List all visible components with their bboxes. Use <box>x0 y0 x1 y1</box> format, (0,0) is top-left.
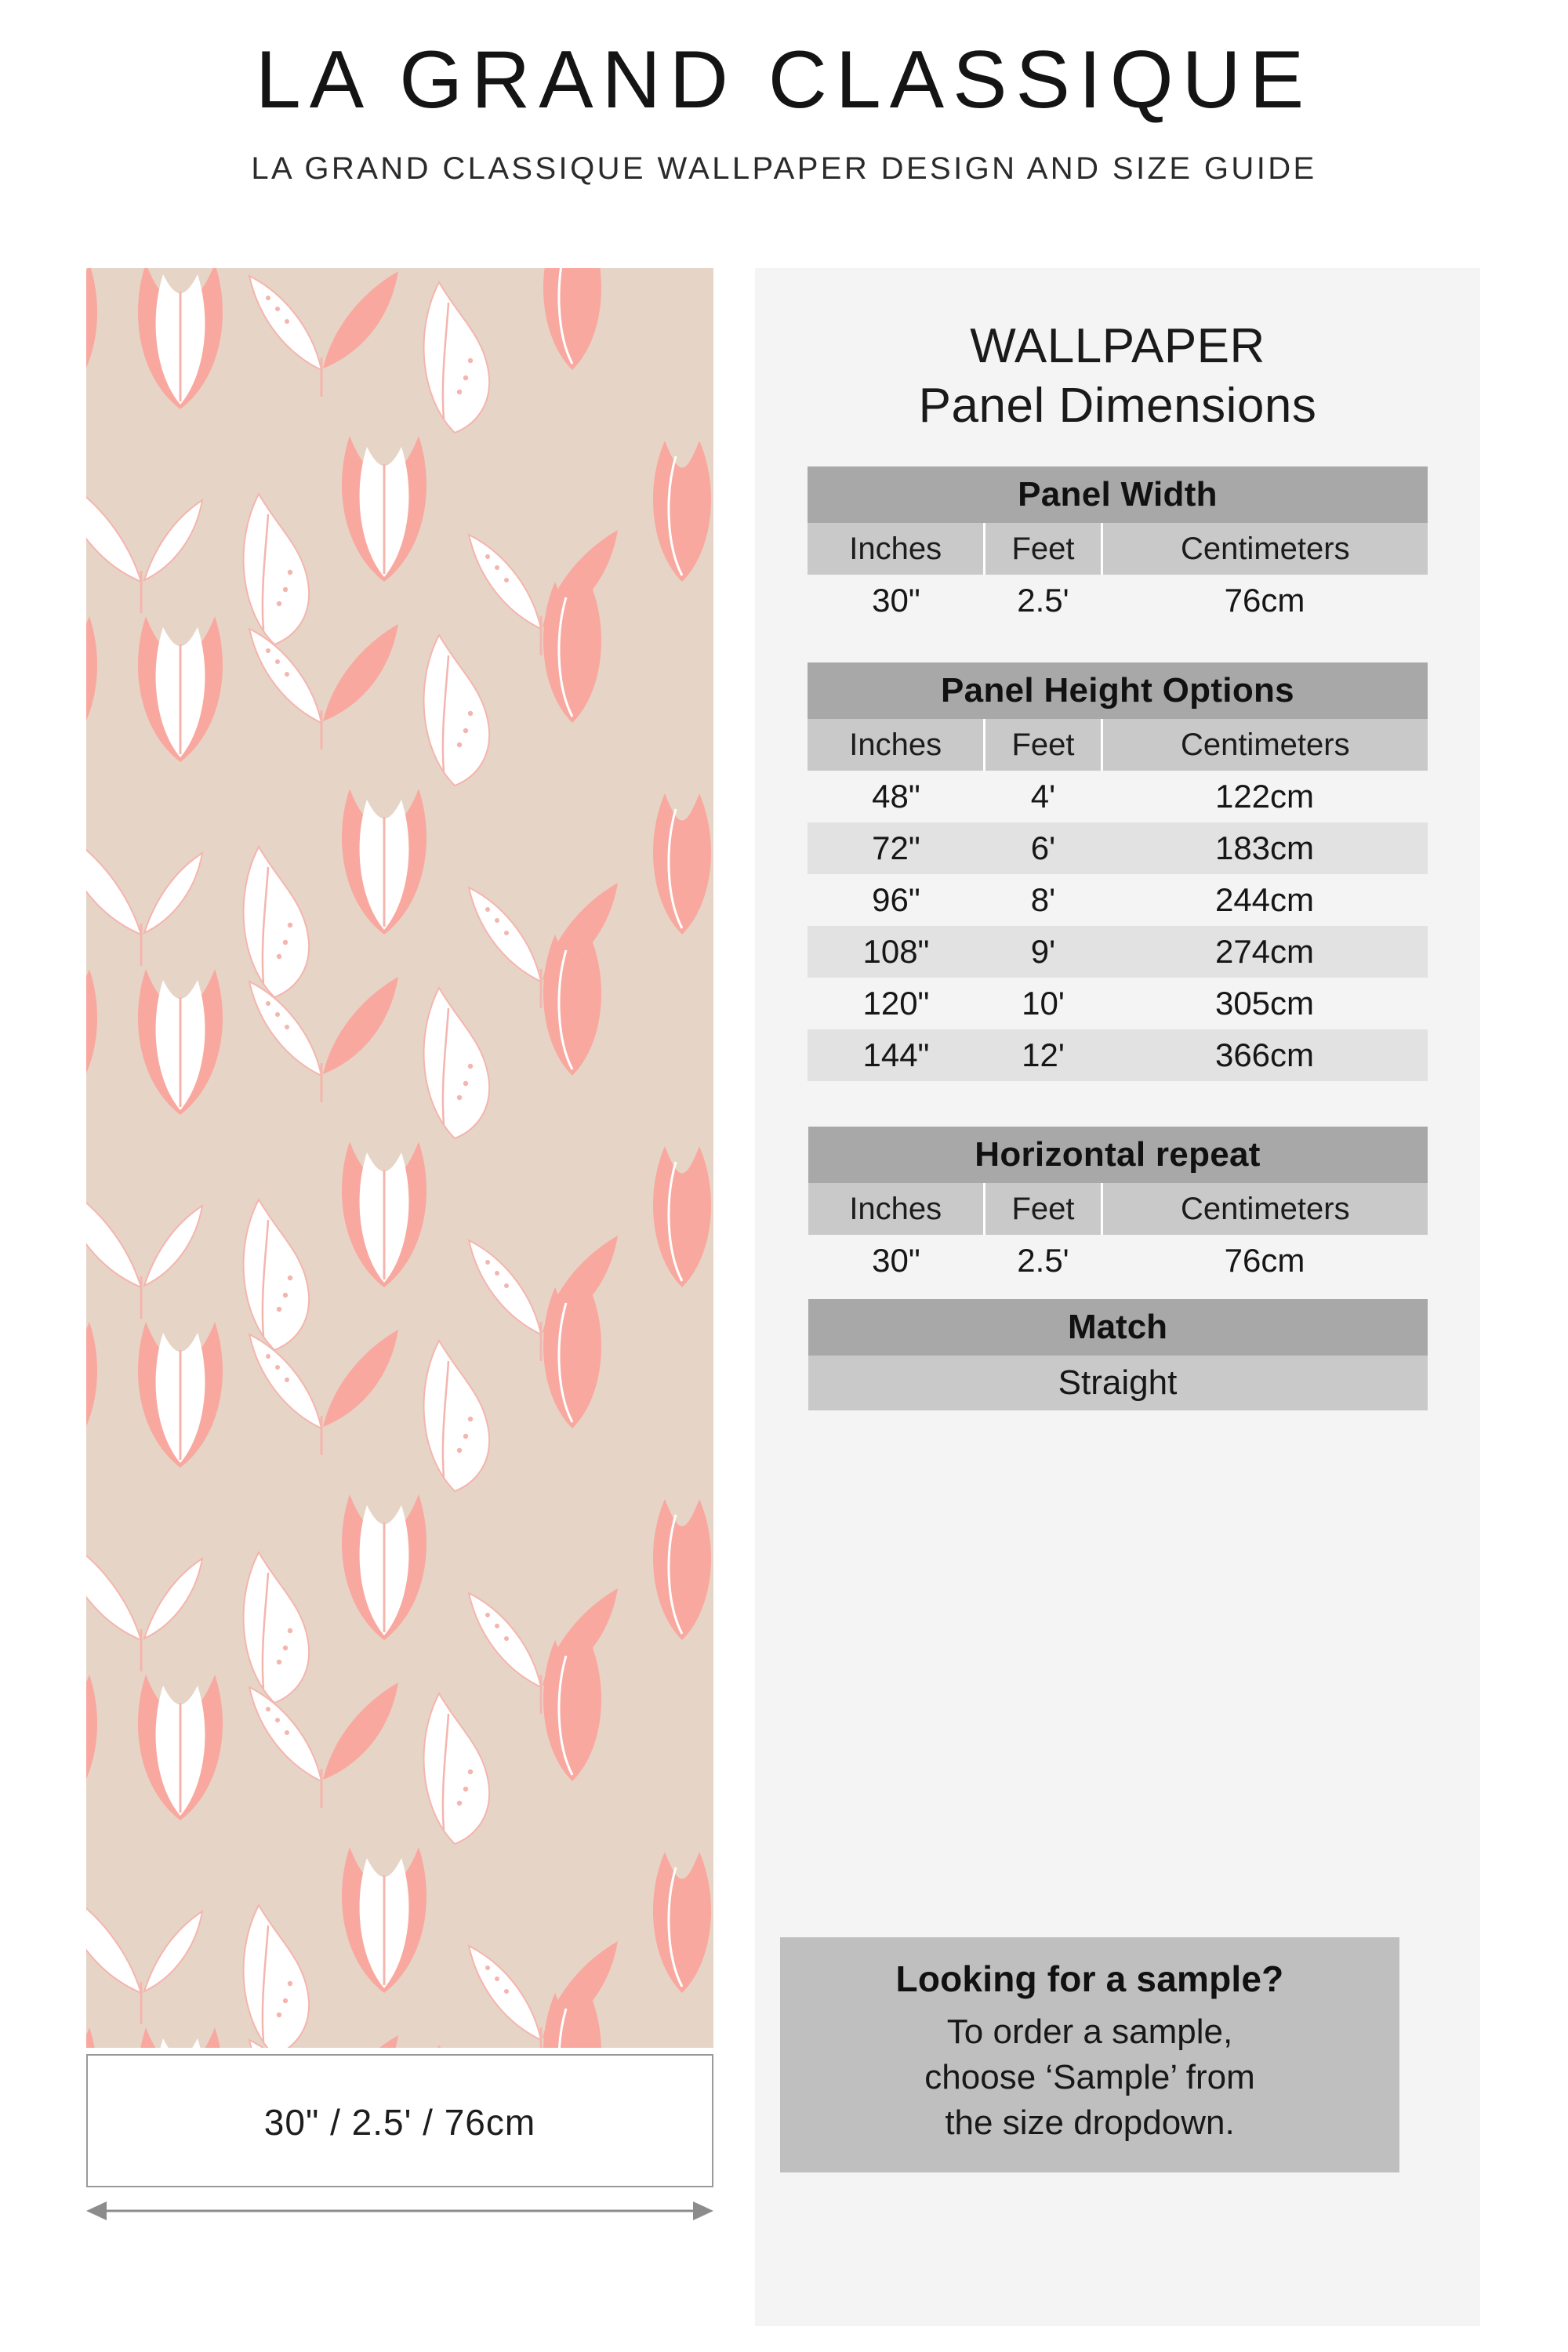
column-header-inches: Inches <box>808 523 984 575</box>
panel-width-header-row <box>808 523 1427 575</box>
horizontal-repeat-table <box>808 1127 1428 1287</box>
table-row <box>808 926 1427 978</box>
spec-heading-line1: WALLPAPER <box>970 319 1265 373</box>
page-subtitle: LA GRAND CLASSIQUE WALLPAPER DESIGN AND SIZE GUIDE <box>251 151 1317 187</box>
table-row <box>808 1029 1427 1081</box>
spacer <box>780 1081 1455 1127</box>
cell-feet: 10' <box>1022 985 1065 1022</box>
column-header-centimeters: Centimeters <box>1102 523 1427 575</box>
brand-title: LA GRAND CLASSIQUE <box>255 34 1313 125</box>
swatch-width-label-box <box>86 2054 713 2187</box>
match-table <box>808 1299 1428 1410</box>
column-header-inches: Inches <box>808 1183 985 1235</box>
table-row <box>808 822 1427 874</box>
cell-inches: 120" <box>862 985 930 1022</box>
cell-inches: 144" <box>808 1029 984 1081</box>
table-row <box>808 771 1427 822</box>
spec-panel <box>755 268 1480 2326</box>
column-header-centimeters: Centimeters <box>1102 1183 1428 1235</box>
table-row <box>808 874 1427 926</box>
cell-feet: 2.5' <box>1017 1242 1069 1279</box>
cell-centimeters: 76cm <box>1224 1242 1305 1279</box>
cell-feet: 8' <box>1030 881 1056 919</box>
cell-centimeters: 122cm <box>1214 778 1315 815</box>
panel-height-header-row <box>808 719 1427 771</box>
spec-panel-heading <box>780 317 1455 435</box>
match-value: Straight <box>808 1356 1428 1410</box>
column-header-centimeters: Centimeters <box>1102 719 1427 771</box>
table-row <box>808 1235 1428 1287</box>
cell-inches: 48" <box>872 778 920 815</box>
cell-centimeters: 366cm <box>1102 1029 1427 1081</box>
spacer <box>780 626 1455 662</box>
column-header-feet: Feet <box>984 523 1102 575</box>
cell-inches: 30" <box>872 582 920 619</box>
panel-width-table <box>808 466 1427 626</box>
floral-pattern-icon <box>86 268 713 2048</box>
cell-inches: 72" <box>808 822 984 874</box>
horizontal-repeat-header-row <box>808 1183 1428 1235</box>
wallpaper-swatch-area <box>86 268 713 2048</box>
horizontal-repeat-title: Horizontal repeat <box>808 1127 1428 1183</box>
table-row <box>808 575 1427 626</box>
main-content <box>0 259 1568 2352</box>
sample-callout-line2: choose ‘Sample’ from <box>924 2057 1255 2096</box>
column-header-feet: Feet <box>984 719 1102 771</box>
cell-inches: 108" <box>808 926 984 978</box>
swatch-width-arrow <box>86 2195 713 2227</box>
swatch-width-label: 30" / 2.5' / 76cm <box>263 2102 536 2143</box>
cell-feet: 4' <box>1030 778 1056 815</box>
cell-feet: 9' <box>984 926 1102 978</box>
cell-centimeters: 274cm <box>1102 926 1427 978</box>
spec-heading-line2: Panel Dimensions <box>918 378 1317 433</box>
cell-inches: 30" <box>872 1242 920 1279</box>
cell-centimeters: 244cm <box>1214 881 1315 919</box>
cell-centimeters: 76cm <box>1224 582 1305 619</box>
cell-feet: 2.5' <box>1017 582 1069 619</box>
match-title: Match <box>808 1299 1428 1356</box>
cell-feet: 12' <box>984 1029 1102 1081</box>
sample-callout-title: Looking for a sample? <box>895 1958 1284 1999</box>
sample-callout-line1: To order a sample, <box>946 2012 1233 2051</box>
cell-centimeters: 305cm <box>1214 985 1315 1022</box>
panel-height-title: Panel Height Options <box>808 662 1427 719</box>
panel-height-table <box>808 662 1427 1081</box>
column-header-inches: Inches <box>808 719 984 771</box>
page-header <box>0 0 1568 186</box>
cell-feet: 6' <box>984 822 1102 874</box>
sample-callout <box>780 1937 1399 2172</box>
panel-width-title: Panel Width <box>808 466 1427 523</box>
wallpaper-pattern-preview <box>86 268 713 2048</box>
sample-callout-line3: the size dropdown. <box>945 2103 1235 2142</box>
column-header-feet: Feet <box>985 1183 1102 1235</box>
spacer <box>780 1287 1455 1299</box>
double-arrow-icon <box>86 2195 713 2227</box>
cell-centimeters: 183cm <box>1102 822 1427 874</box>
table-row <box>808 978 1427 1029</box>
cell-inches: 96" <box>872 881 920 919</box>
